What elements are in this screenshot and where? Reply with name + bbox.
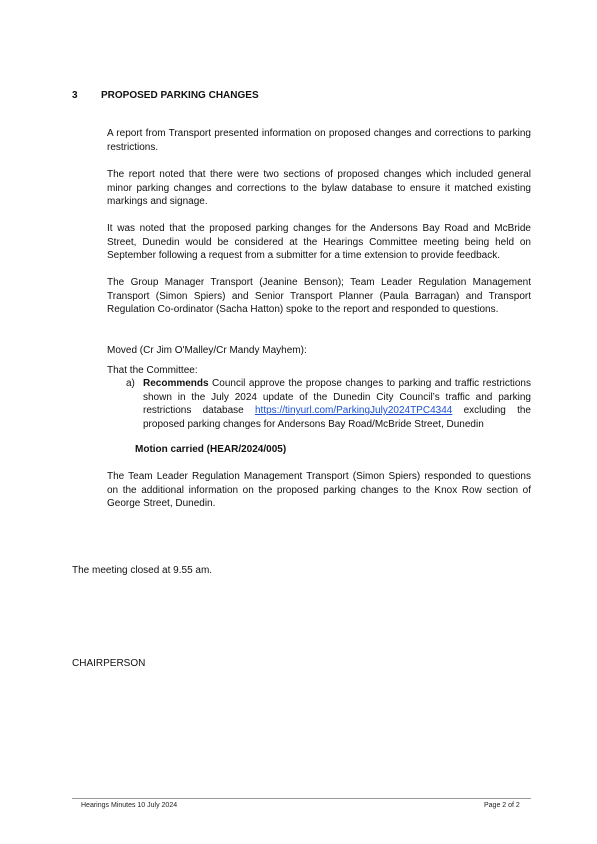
motion-carried: Motion carried (HEAR/2024/005) [135, 444, 287, 455]
committee-intro: That the Committee: [107, 365, 198, 376]
list-marker-a: a) [126, 378, 135, 389]
section-number: 3 [72, 90, 78, 101]
section-title: PROPOSED PARKING CHANGES [101, 90, 259, 101]
recommendation-text-part-1: Council approve the propose changes to parking and traffic restrictions shown in the July 2024 update of the Dunedin City Council’s traffic and parking restrictions database [143, 378, 531, 416]
footer-divider [72, 798, 531, 799]
meeting-closed: The meeting closed at 9.55 am. [72, 565, 213, 576]
paragraph-noted-andersons: It was noted that the proposed parking changes for the Andersons Bay Road and McBride Street, Dunedin would be considered at the Hearings Committee meeting being held on September following a request from a submitter for a time extension to provide feedback. [107, 223, 531, 261]
recommends-keyword: Recommends [143, 378, 209, 389]
paragraph-report-intro: A report from Transport presented information on proposed changes and corrections to parking restrictions. [107, 128, 531, 153]
parking-database-link[interactable]: https://tinyurl.com/ParkingJuly2024TPC4344 [255, 405, 453, 416]
recommendation-text-part-2: excluding the proposed parking changes for Andersons Bay Road/McBride Street, Dunedin [143, 405, 531, 430]
footer-left-title: Hearings Minutes 10 July 2024 [81, 802, 178, 809]
recommendation-item [143, 377, 531, 431]
moved-line: Moved (Cr Jim O'Malley/Cr Mandy Mayhem): [107, 345, 307, 356]
paragraph-report-noted: The report noted that there were two sections of proposed changes which included general minor parking changes and corrections to the bylaw database to ensure it matched existing markings and signage. [107, 169, 531, 207]
footer-page-number: Page 2 of 2 [484, 802, 520, 809]
paragraph-team-leader-response: The Team Leader Regulation Management Transport (Simon Spiers) responded to questions on the additional information on the proposed parking changes to the Knox Row section of George Street, Dunedin. [107, 471, 531, 509]
chairperson-label: CHAIRPERSON [72, 658, 146, 669]
paragraph-speakers: The Group Manager Transport (Jeanine Benson); Team Leader Regulation Management Transport (Simon Spiers) and Senior Transport Planner (Paula Barragan) and Transport Regulation Co-ordinator (Sacha Hatton) spoke to the report and responded to questions. [107, 277, 531, 315]
